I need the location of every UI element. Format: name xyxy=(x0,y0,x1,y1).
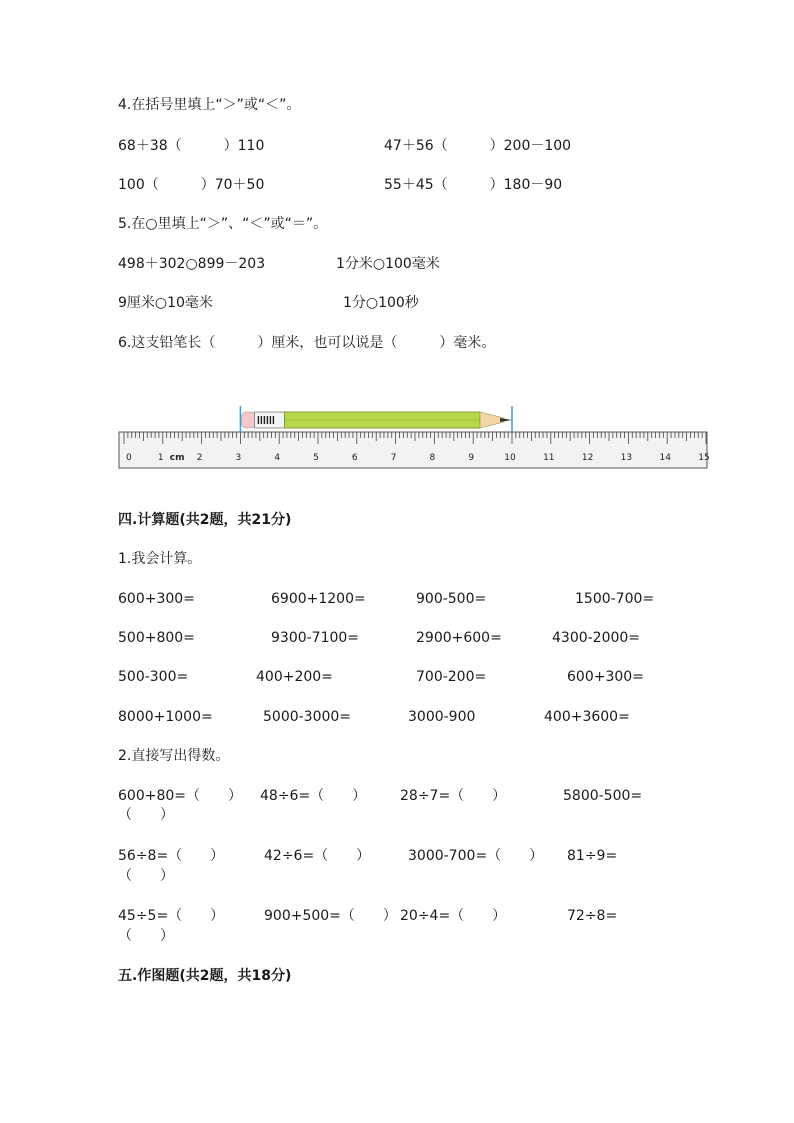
direct-1-2: 48÷6=（ ） xyxy=(260,788,367,804)
calc-1-4: 1500-700= xyxy=(575,591,655,607)
ruler-number: 11 xyxy=(543,453,555,463)
calc-4-4: 400+3600= xyxy=(544,709,630,725)
calc-2-4: 4300-2000= xyxy=(552,630,641,646)
ruler-number: 4 xyxy=(274,453,281,463)
direct-3-2: 900+500=（ ） xyxy=(264,908,397,924)
q5-row1-left: 498＋302○899－203 xyxy=(118,256,266,272)
calc-1-2: 6900+1200= xyxy=(271,591,366,607)
direct-2-2: 42÷6=（ ） xyxy=(264,848,371,864)
direct-3-4-answer: （ ） xyxy=(118,928,174,944)
q5-row2-right: 1分○100秒 xyxy=(343,295,419,311)
ruler-number: 8 xyxy=(429,453,436,463)
direct-3-4: 72÷8= xyxy=(567,908,618,924)
ruler-number: 13 xyxy=(620,453,633,463)
section4-title: 四.计算题(共2题，共21分) xyxy=(118,512,292,528)
pencil-lead xyxy=(500,418,512,422)
direct-1-4-answer: （ ） xyxy=(118,807,174,823)
calc-3-1: 500-300= xyxy=(118,669,189,685)
calc-2-3: 2900+600= xyxy=(416,630,502,646)
calc-1-3: 900-500= xyxy=(416,591,487,607)
calc-3-2: 400+200= xyxy=(256,669,333,685)
ruler-number: 10 xyxy=(504,453,516,463)
q5-row2-left: 9厘米○10毫米 xyxy=(118,295,213,311)
ruler-number: 6 xyxy=(351,453,358,463)
ruler-number: 3 xyxy=(235,453,242,463)
direct-2-4-answer: （ ） xyxy=(118,868,174,884)
ruler-number: 1 xyxy=(157,453,164,463)
ruler-unit-label: cm xyxy=(169,453,185,463)
direct-2-1: 56÷8=（ ） xyxy=(118,848,225,864)
calc-3-4: 600+300= xyxy=(567,669,644,685)
q4-title: 4.在括号里填上“＞”或“＜”。 xyxy=(118,97,301,113)
ruler-with-pencil xyxy=(118,404,710,472)
ruler-number: 14 xyxy=(659,453,671,463)
direct-1-3: 28÷7=（ ） xyxy=(400,788,507,804)
q4-row2-right: 55＋45（ ）180－90 xyxy=(384,177,563,193)
ruler-number: 2 xyxy=(196,453,203,463)
direct-1-4: 5800-500= xyxy=(563,788,643,804)
calc-2-1: 500+800= xyxy=(118,630,195,646)
ruler-number: 15 xyxy=(698,453,710,463)
section4-q1-title: 1.我会计算。 xyxy=(118,551,202,567)
direct-3-3: 20÷4=（ ） xyxy=(400,908,507,924)
direct-2-3: 3000-700=（ ） xyxy=(408,848,544,864)
section4-q2-title: 2.直接写出得数。 xyxy=(118,748,230,764)
direct-3-1: 45÷5=（ ） xyxy=(118,908,225,924)
ruler-number: 0 xyxy=(126,453,132,463)
calc-3-3: 700-200= xyxy=(416,669,487,685)
calc-2-2: 9300-7100= xyxy=(271,630,360,646)
q6-title: 6.这支铅笔长（ ）厘米，也可以说是（ ）毫米。 xyxy=(118,335,496,351)
calc-4-2: 5000-3000= xyxy=(263,709,352,725)
ruler-number: 9 xyxy=(468,453,475,463)
calc-4-1: 8000+1000= xyxy=(118,709,213,725)
ruler-number: 5 xyxy=(313,453,319,463)
direct-1-1: 600+80=（ ） xyxy=(118,788,242,804)
ruler-number: 7 xyxy=(390,453,397,463)
pencil-eraser xyxy=(241,412,255,428)
q4-row1-right: 47＋56（ ）200－100 xyxy=(384,138,572,154)
q4-row2-left: 100（ ）70＋50 xyxy=(118,177,265,193)
q5-row1-right: 1分米○100毫米 xyxy=(336,256,440,272)
ruler-body xyxy=(119,432,710,468)
calc-4-3: 3000-900 xyxy=(408,709,476,725)
q5-title: 5.在○里填上“＞”、“＜”或“＝”。 xyxy=(118,216,328,232)
section5-title: 五.作图题(共2题，共18分) xyxy=(118,968,292,984)
ruler-number: 12 xyxy=(581,453,594,463)
direct-2-4: 81÷9= xyxy=(567,848,618,864)
calc-1-1: 600+300= xyxy=(118,591,195,607)
q4-row1-left: 68＋38（ ）110 xyxy=(118,138,265,154)
